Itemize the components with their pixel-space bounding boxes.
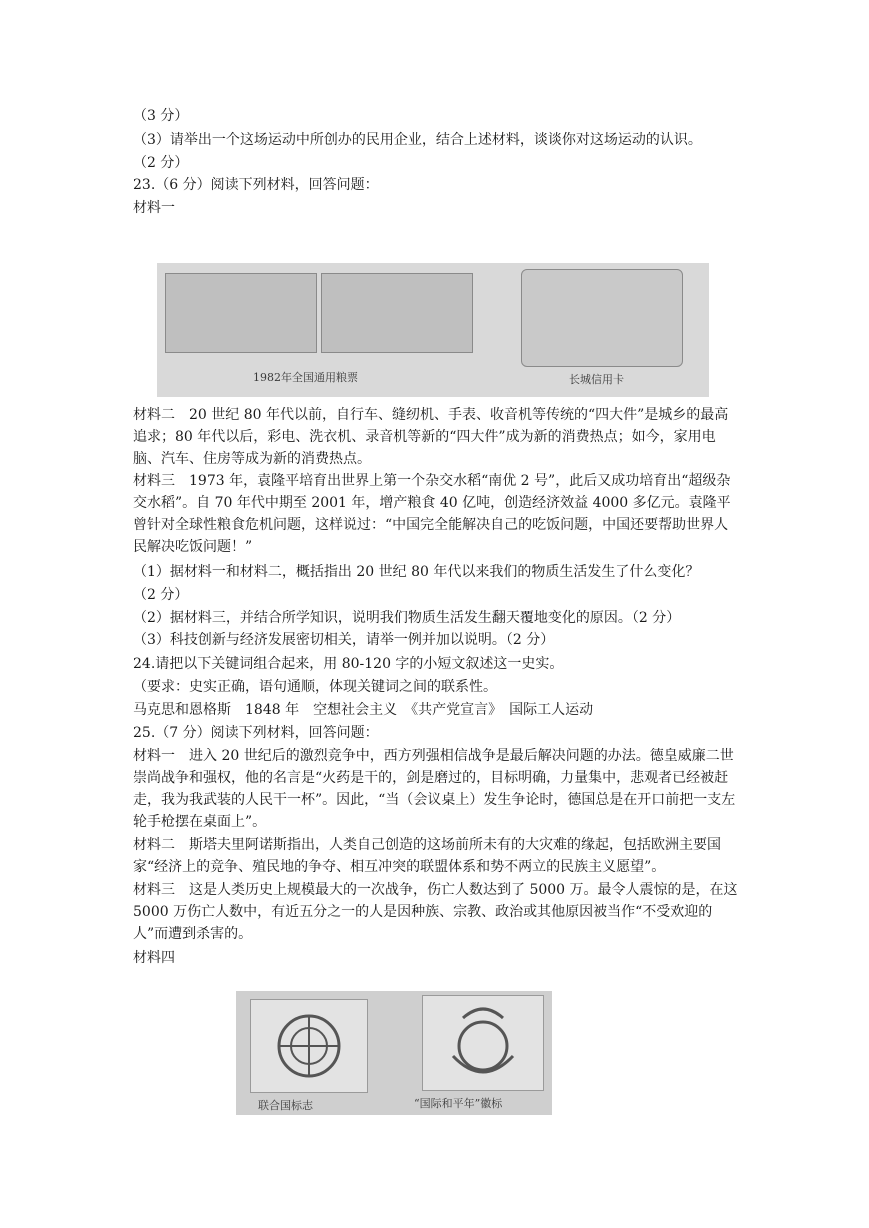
q23-sub2: （2）据材料三，并结合所学知识，说明我们物质生活发生翻天覆地变化的原因。（2 分）: [133, 610, 681, 626]
ration-coupon-and-credit-card-photo: [157, 263, 709, 397]
q22-sub3: （3）请举出一个这场运动中所创办的民用企业，结合上述材料，谈谈你对这场运动的认识。: [133, 132, 702, 148]
credit-card: [521, 269, 683, 367]
q23-sub1-score: （2 分）: [133, 587, 189, 603]
q24-heading: 24.请把以下关键词组合起来，用 80-120 字的小短文叙述这一史实。: [133, 656, 564, 672]
q22-sub3-score: （2 分）: [133, 155, 189, 171]
q23-material3: 材料三 1973 年，袁隆平培育出世界上第一个杂交水稻“南优 2 号”，此后又成功培育出“超级杂交水稻”。自 70 年代中期至 2001 年，增产粮食 40 亿吨，创造经济效益 4000 多亿元。袁隆平曾针对全球性粮食危机问题，这样说过：“中国完全能解决自己的吃饭问题，中国还要帮助世界人民解决吃饭问题！”: [133, 473, 731, 555]
q24-requirement: （要求：史实正确，语句通顺，体现关键词之间的联系性。: [133, 679, 497, 695]
un-emblem-icon: [251, 1000, 367, 1092]
peace-year-emblem: [422, 995, 544, 1091]
q23-material2: 材料二 20 世纪 80 年代以前，自行车、缝纫机、手表、收音机等传统的“四大件”是城乡的最高追求；80 年代以后，彩电、洗衣机、录音机等新的“四大件”成为新的消费热点；如今，家用电脑、汽车、住房等成为新的消费热点。: [133, 407, 729, 467]
q23-sub3: （3）科技创新与经济发展密切相关，请举一例并加以说明。（2 分）: [133, 632, 555, 648]
q25-material1: 材料一 进入 20 世纪后的激烈竞争中，西方列强相信战争是最后解决问题的办法。德皇威廉二世崇尚战争和强权，他的名言是“火药是干的，剑是磨过的，目标明确，力量集中，悲观者已经被赶走，我为我武装的人民干一杯”。因此，“当（会议桌上）发生争论时，德国总是在开口前把一支左轮手枪摆在桌面上”。: [133, 748, 736, 830]
q25-material2: 材料二 斯塔夫里阿诺斯指出，人类自己创造的这场前所未有的大灾难的缘起，包括欧洲主要国家“经济上的竞争、殖民地的争夺、相互冲突的联盟体系和势不两立的民族主义愿望”。: [133, 837, 721, 875]
q23-heading: 23.（6 分）阅读下列材料，回答问题：: [133, 177, 379, 193]
dove-globe-icon: [423, 996, 543, 1090]
q25-material3: 材料三 这是人类历史上规模最大的一次战争，伤亡人数达到了 5000 万。最令人震惊的是，在这 5000 万伤亡人数中，有近五分之一的人是因种族、宗教、政治或其他原因被当作“不受欢迎的人”而遭到杀害的。: [133, 882, 738, 942]
q25-material4-label: 材料四: [133, 950, 175, 966]
q25-heading: 25.（7 分）阅读下列材料，回答问题：: [133, 725, 379, 741]
un-emblem-photo: [236, 991, 552, 1115]
q22-tail-score: （3 分）: [133, 108, 189, 124]
ration-coupon-2: [321, 273, 473, 353]
caption-credit-card: 长城信用卡: [569, 373, 624, 386]
q23-material1-label: 材料一: [133, 200, 175, 216]
caption-un-emblem: 联合国标志: [258, 1099, 313, 1112]
un-emblem: [250, 999, 368, 1093]
q24-keywords: 马克思和恩格斯 1848 年 空想社会主义 《共产党宣言》 国际工人运动: [133, 702, 594, 718]
caption-peace-year-emblem: “国际和平年”徽标: [414, 1097, 503, 1110]
q23-sub1: （1）据材料一和材料二，概括指出 20 世纪 80 年代以来我们的物质生活发生了什么变化？: [133, 564, 700, 580]
caption-ration-coupon: 1982年全国通用粮票: [253, 371, 358, 384]
ration-coupon-1: [165, 273, 317, 353]
